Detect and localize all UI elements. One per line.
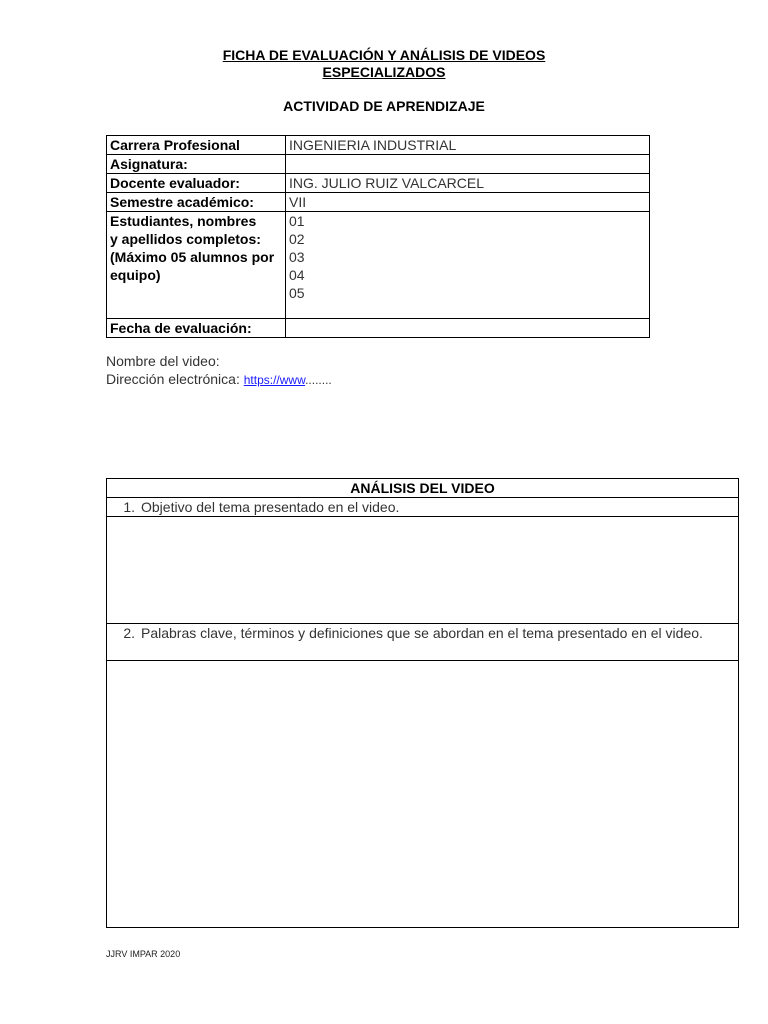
student-04[interactable]: 04 (289, 267, 305, 283)
student-02[interactable]: 02 (289, 231, 305, 247)
document-title-line-1: FICHA DE EVALUACIÓN Y ANÁLISIS DE VIDEOS (222, 47, 546, 63)
career-label: Carrera Profesional (107, 136, 286, 155)
video-name-label: Nombre del video: (106, 353, 220, 369)
video-url-link[interactable]: https://www (243, 373, 306, 387)
footer-text: JJRV IMPAR 2020 (106, 949, 181, 959)
info-row-teacher (107, 174, 650, 193)
semester-value[interactable]: VII (286, 193, 650, 212)
analysis-header: ANÁLISIS DEL VIDEO (107, 479, 739, 498)
subject-label: Asignatura: (107, 155, 286, 174)
info-row-semester (107, 193, 650, 212)
info-row-career (107, 136, 650, 155)
subject-value[interactable] (286, 155, 650, 174)
info-row-date (107, 319, 650, 338)
document-subtitle: ACTIVIDAD DE APRENDIZAJE (283, 98, 485, 114)
question-2-row (107, 624, 739, 661)
career-value[interactable]: INGENIERIA INDUSTRIAL (286, 136, 650, 155)
question-1-text: Objetivo del tema presentado en el video. (141, 499, 400, 515)
answer-2-row (107, 661, 739, 928)
answer-2-area[interactable] (107, 661, 739, 928)
info-table (106, 135, 650, 338)
video-name-line (106, 353, 220, 369)
student-03[interactable]: 03 (289, 249, 305, 265)
video-url-dots: ........ (305, 373, 332, 387)
students-label (107, 212, 286, 319)
students-list[interactable] (286, 212, 650, 319)
semester-label: Semestre académico: (107, 193, 286, 212)
question-2-text: Palabras clave, términos y definiciones que se abordan en el tema presentado en el video. (141, 625, 703, 641)
answer-1-row (107, 517, 739, 624)
teacher-label: Docente evaluador: (107, 174, 286, 193)
teacher-value[interactable]: ING. JULIO RUIZ VALCARCEL (286, 174, 650, 193)
question-1-row (107, 498, 739, 517)
student-01[interactable]: 01 (289, 213, 305, 229)
document-title-line-2: ESPECIALIZADOS (322, 64, 446, 80)
analysis-header-row (107, 479, 739, 498)
question-2-number: 2. (123, 625, 135, 641)
students-label-line-3: (Máximo 05 alumnos por (110, 249, 275, 265)
info-row-students (107, 212, 650, 319)
answer-1-area[interactable] (107, 517, 739, 624)
question-1-number: 1. (123, 499, 135, 515)
student-05[interactable]: 05 (289, 285, 305, 301)
info-row-subject (107, 155, 650, 174)
date-label: Fecha de evaluación: (107, 319, 286, 338)
students-label-line-4: equipo) (110, 267, 161, 283)
students-label-line-1: Estudiantes, nombres (110, 213, 257, 229)
video-url-label: Dirección electrónica: (106, 371, 240, 387)
analysis-table (106, 478, 739, 928)
question-2 (107, 624, 739, 661)
date-value[interactable] (286, 319, 650, 338)
video-url-line (106, 371, 332, 387)
question-1 (107, 498, 739, 517)
students-label-line-2: y apellidos completos: (110, 231, 261, 247)
